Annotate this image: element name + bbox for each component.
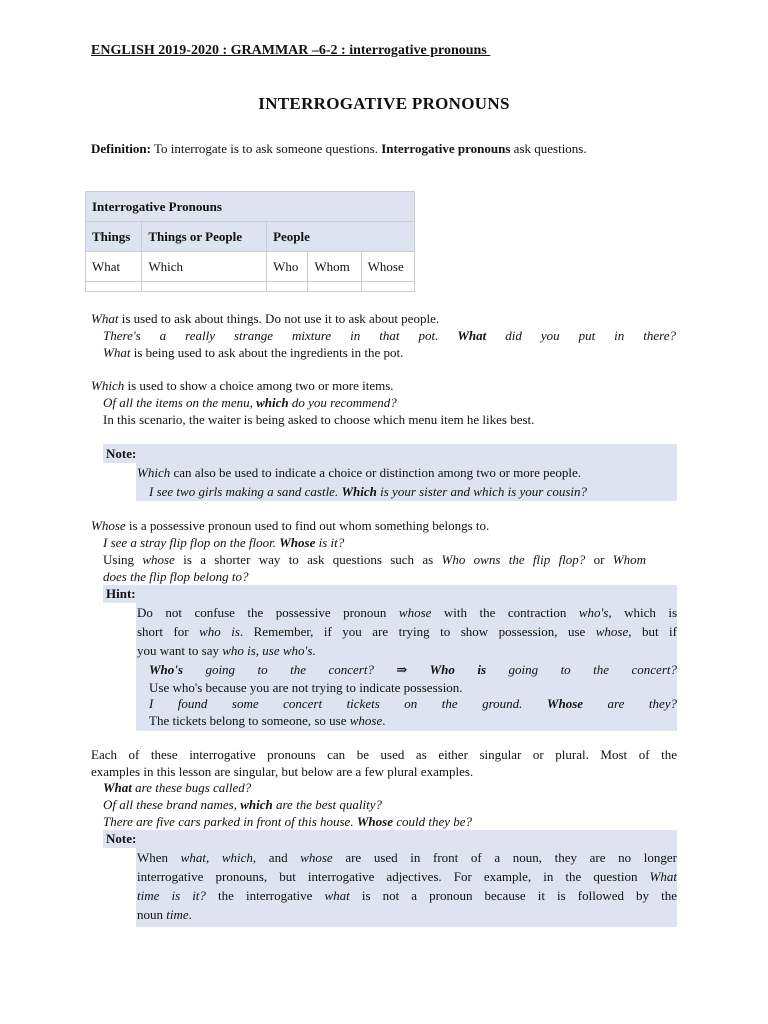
whose-example-2: Using whose is a shorter way to ask questions such as Who owns the flip flop? or Whom: [103, 552, 647, 567]
which-note-2: I see two girls making a sand castle. Which is your sister and which is your cousin?: [149, 484, 588, 499]
definition-label: Definition:: [91, 141, 151, 156]
table-row: [86, 252, 415, 282]
hint-line-1: Do not confuse the possessive pronoun whose with the contraction who's, which is: [137, 605, 677, 620]
note-line-1: When what, which, and whose are used in front of a noun, they are no longer: [137, 850, 677, 865]
table-cell: Whose: [361, 252, 414, 282]
what-example-2: What is being used to ask about the ingredients in the pot.: [103, 345, 404, 360]
hint-example-2: Use who's because you are not trying to indicate possession.: [149, 680, 463, 695]
document-header: ENGLISH 2019-2020 : GRAMMAR –6-2 : interrogative pronouns: [91, 43, 491, 58]
which-example-2: In this scenario, the waiter is being asked to choose which menu item he likes best.: [103, 412, 535, 427]
definition: Definition: To interrogate is to ask someone questions. Interrogative pronouns ask questions.: [91, 141, 587, 156]
column-header: Things or People: [142, 222, 267, 252]
hint-label: Hint:: [106, 586, 136, 601]
whose-example-2-cont: does the flip flop belong to?: [103, 569, 249, 584]
note-label: Note:: [106, 446, 137, 461]
hint-line-3: you want to say who is, use who's.: [137, 643, 316, 658]
hint-shade: [103, 585, 677, 603]
table-cell: Who: [267, 252, 308, 282]
which-note-1: Which can also be used to indicate a choice or distinction among two or more people.: [137, 465, 582, 480]
plural-para-line-1: Each of these interrogative pronouns can be used as either singular or plural. Most of the: [91, 747, 677, 762]
column-header: People: [267, 222, 415, 252]
table-row: [86, 282, 415, 292]
plural-para-line-2: examples in this lesson are singular, but below are a few plural examples.: [91, 764, 474, 779]
which-rule: Which is used to show a choice among two or more items.: [91, 378, 394, 393]
note-label: Note:: [106, 831, 137, 846]
column-header: Things: [86, 222, 142, 252]
table-caption-row: [86, 192, 415, 222]
table-caption: Interrogative Pronouns: [86, 192, 415, 222]
which-example-1: Of all the items on the menu, which do you recommend?: [103, 395, 397, 410]
hint-example-3: I found some concert tickets on the ground. Whose are they?: [149, 696, 677, 711]
whose-rule: Whose is a possessive pronoun used to find out whom something belongs to.: [91, 518, 490, 533]
hint-example-4: The tickets belong to someone, so use whose.: [149, 713, 386, 728]
whose-example-1: I see a stray flip flop on the floor. Whose is it?: [103, 535, 345, 550]
table-cell: Which: [142, 252, 267, 282]
table-cell: Whom: [308, 252, 361, 282]
note-shade: [103, 444, 677, 463]
note-shade: [103, 830, 677, 848]
plural-example-1: What are these bugs called?: [103, 780, 252, 795]
table-cell: What: [86, 252, 142, 282]
plural-example-2: Of all these brand names, which are the best quality?: [103, 797, 383, 812]
what-example-1: There's a really strange mixture in that pot. What did you put in there?: [103, 328, 676, 343]
note-line-3: time is it? the interrogative what is not a pronoun because it is followed by the: [137, 888, 678, 903]
what-rule: What is used to ask about things. Do not use it to ask about people.: [91, 311, 440, 326]
hint-example-1: Who's going to the concert? ⇒ Who is going to the concert?: [149, 662, 677, 677]
pronouns-table: [85, 191, 415, 292]
table-header-row: [86, 222, 415, 252]
plural-example-3: There are five cars parked in front of this house. Whose could they be?: [103, 814, 473, 829]
arrow-icon: ⇒: [396, 662, 408, 677]
note-line-4: noun time.: [137, 907, 192, 922]
page-title: INTERROGATIVE PRONOUNS: [258, 94, 510, 113]
note-line-2: interrogative pronouns, but interrogative adjectives. For example, in the question What: [137, 869, 677, 884]
hint-line-2: short for who is. Remember, if you are trying to show possession, use whose, but if: [137, 624, 677, 639]
